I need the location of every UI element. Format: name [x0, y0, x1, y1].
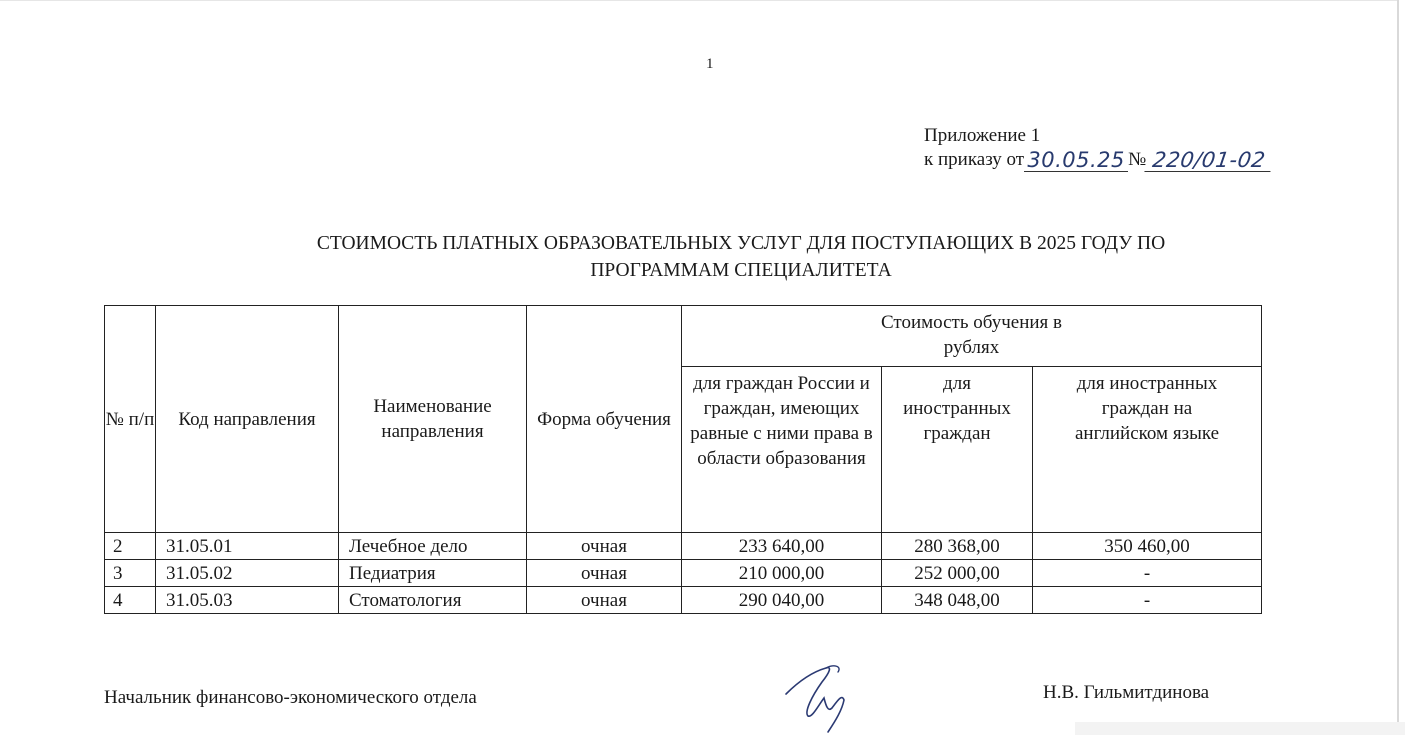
header-cost-group	[682, 306, 1262, 367]
header-cost-group-label: Стоимость обучения в рублях	[880, 312, 1063, 358]
appendix-block	[924, 124, 1272, 172]
cell-cost-english: -	[1033, 560, 1262, 587]
cell-code: 31.05.01	[156, 533, 339, 560]
table-row	[105, 587, 1262, 614]
cell-cost-russia: 290 040,00	[682, 587, 882, 614]
cell-cost-foreign: 252 000,00	[882, 560, 1033, 587]
table-row	[105, 560, 1262, 587]
document-title-line2: ПРОГРАММАМ СПЕЦИАЛИТЕТА	[590, 260, 892, 281]
cell-cost-english: -	[1033, 587, 1262, 614]
header-code: Код направления	[156, 306, 339, 533]
order-date: 30.05.25	[1024, 149, 1128, 172]
cell-form: очная	[527, 560, 682, 587]
signatory-position: Начальник финансово-экономического отдела	[104, 687, 477, 708]
cell-cost-russia: 233 640,00	[682, 533, 882, 560]
cell-cost-english: 350 460,00	[1033, 533, 1262, 560]
header-name: Наименование направления	[339, 306, 527, 533]
cell-num: 2	[105, 533, 156, 560]
header-cost-foreign: для иностранных граждан	[882, 367, 1033, 533]
page-right-edge	[1397, 0, 1399, 735]
header-cost-russia: для граждан России и граждан, имеющих равные с ними права в области образования	[682, 367, 882, 533]
cell-code: 31.05.03	[156, 587, 339, 614]
document-title	[196, 230, 1286, 284]
signature	[782, 660, 872, 735]
appendix-title: Приложение 1	[924, 125, 1041, 146]
cell-form: очная	[527, 533, 682, 560]
cell-code: 31.05.02	[156, 560, 339, 587]
cell-name: Лечебное дело	[339, 533, 527, 560]
cell-form: очная	[527, 587, 682, 614]
cell-cost-foreign: 280 368,00	[882, 533, 1033, 560]
document-title-line1: СТОИМОСТЬ ПЛАТНЫХ ОБРАЗОВАТЕЛЬНЫХ УСЛУГ ДЛЯ ПОСТУПАЮЩИХ В 2025 ГОДУ ПО	[316, 233, 1166, 254]
scan-artifact	[1075, 722, 1405, 735]
signatory-name: Н.В. Гильмитдинова	[1043, 682, 1210, 703]
order-prefix: к приказу от	[924, 149, 1025, 170]
table-row	[105, 533, 1262, 560]
cell-num: 4	[105, 587, 156, 614]
order-number: 220/01-02	[1145, 149, 1274, 172]
header-form: Форма обучения	[527, 306, 682, 533]
number-sign: №	[1128, 149, 1147, 170]
cell-name: Педиатрия	[339, 560, 527, 587]
price-table	[104, 305, 1262, 614]
header-num: № п/п	[105, 306, 156, 533]
page-top-edge	[0, 0, 1398, 1]
cell-name: Стоматология	[339, 587, 527, 614]
cell-cost-russia: 210 000,00	[682, 560, 882, 587]
cell-cost-foreign: 348 048,00	[882, 587, 1033, 614]
header-cost-english: для иностранных граждан на английском языке	[1033, 367, 1262, 533]
order-reference	[924, 148, 1272, 172]
page-number: 1	[706, 56, 714, 72]
cell-num: 3	[105, 560, 156, 587]
